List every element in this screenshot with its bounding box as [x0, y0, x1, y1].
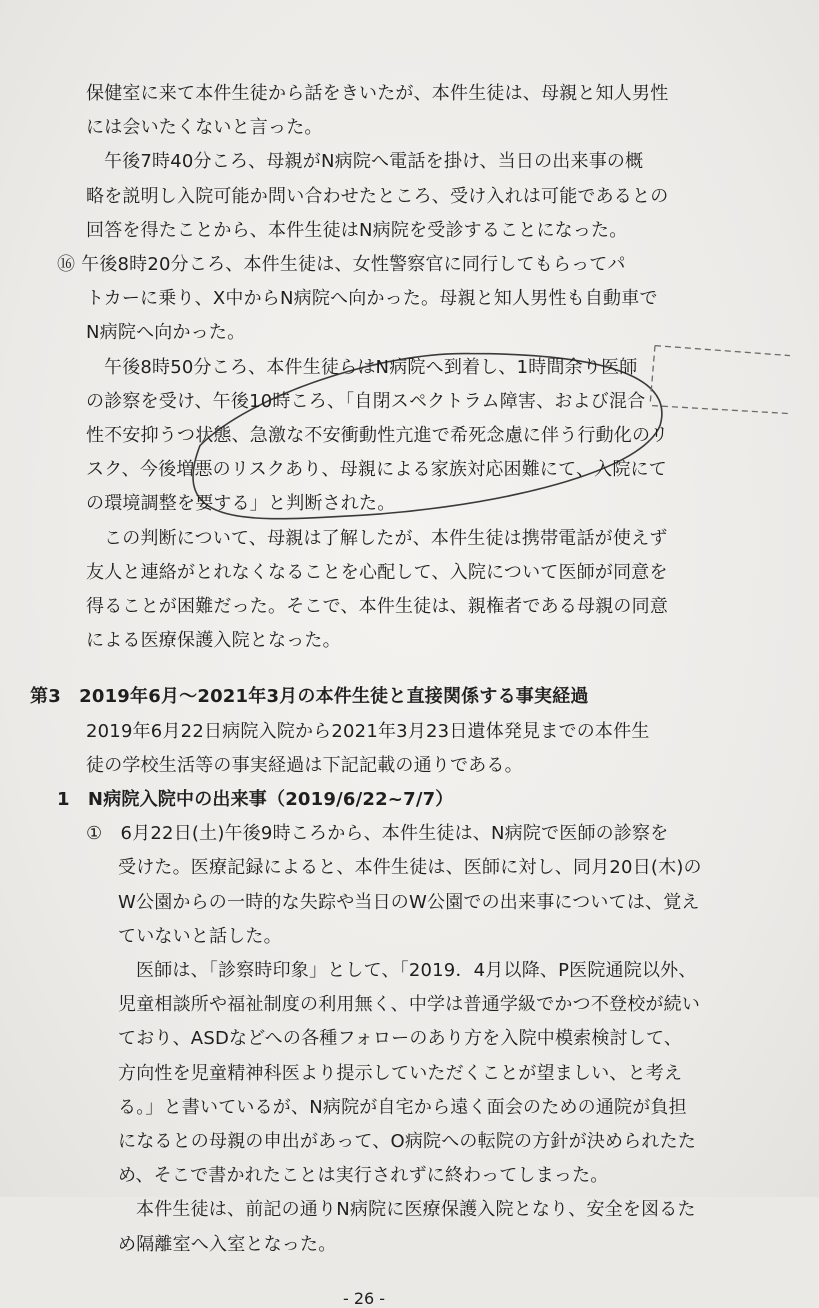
text-line: 得ることが困難だった。そこで、本件生徒は、親権者である母親の同意 — [86, 596, 669, 617]
text-line: 受けた。医療記録によると、本件生徒は、医師に対し、同月20日(木)の — [118, 857, 702, 879]
text-line: この判断について、母親は了解したが、本件生徒は携帯電話が使えず — [104, 527, 668, 549]
text-line: になるとの母親の申出があって、O病院への転院の方針が決められたた — [118, 1131, 697, 1152]
page-number: - 26 - — [343, 1288, 386, 1308]
text-line: 友人と連絡がとれなくなることを心配して、入院について医師が同意を — [86, 561, 668, 583]
text-line: トカーに乗り、X中からN病院へ向かった。母親と知人男性も自動車で — [86, 288, 658, 310]
text-line: め、そこで書かれたことは実行されずに終わってしまった。 — [118, 1165, 609, 1187]
text-line: 回答を得たことから、本件生徒はN病院を受診することになった。 — [86, 219, 628, 241]
text-line: スク、今後増悪のリスクあり、母親による家族対応困難にて、入院にて — [86, 459, 667, 481]
text-line: の診察を受け、午後10時ころ、「自閉スペクトラム障害、および混合 — [86, 390, 646, 412]
text-line: 略を説明し入院可能か問い合わせたところ、受け入れは可能であるとの — [86, 185, 669, 207]
text-line: の環境調整を要する」と判断された。 — [86, 493, 396, 515]
text-line: 児童相談所や福祉制度の利用無く、中学は普通学級でかつ不登校が続い — [118, 994, 701, 1016]
text-line: 医師は、「診察時印象」として、「2019．4月以降、P医院通院以外、 — [136, 960, 697, 981]
dashed-note-outline — [650, 346, 790, 414]
text-line: 徒の学校生活等の事実経過は下記記載の通りである。 — [86, 754, 523, 776]
text-line: 本件生徒は、前記の通りN病院に医療保護入院となり、安全を図るた — [136, 1199, 696, 1221]
text-line: 午後7時40分ころ、母親がN病院へ電話を掛け、当日の出来事の概 — [104, 151, 644, 173]
text-line: ていないと話した。 — [118, 925, 282, 947]
subsection-heading: 1 N病院入院中の出来事（2019/6/22~7/7） — [57, 789, 454, 810]
section-heading: 第3 2019年6月～2021年3月の本件生徒と直接関係する事実経過 — [30, 686, 589, 708]
text-line: N病院へ向かった。 — [86, 322, 246, 344]
text-line: る。」と書いているが、N病院が自宅から遠く面会のための通院が負担 — [118, 1096, 687, 1118]
text-line: 2019年6月22日病院入院から2021年3月23日遺体発見までの本件生 — [86, 720, 650, 742]
text-line: 性不安抑うつ状態、急激な不安衝動性亢進で希死念慮に伴う行動化のリ — [86, 425, 669, 446]
text-line: ① 6月22日(土)午後9時ころから、本件生徒は、N病院で医師の診察を — [86, 823, 669, 845]
text-line: ており、ASDなどへの各種フォローのあり方を入院中模索検討して、 — [118, 1028, 683, 1050]
text-line: には会いたくないと言った。 — [86, 117, 323, 139]
text-line: 午後8時50分ころ、本件生徒らはN病院へ到着し、1時間余り医師 — [104, 356, 638, 378]
text-line: による医療保護入院となった。 — [86, 630, 341, 652]
text-line: 保健室に来て本件生徒から話をきいたが、本件生徒は、母親と知人男性 — [86, 83, 669, 104]
text-line: 方向性を児童精神科医より提示していただくことが望ましい、と考え — [118, 1062, 683, 1084]
text-line: ⑯ 午後8時20分ころ、本件生徒は、女性警察官に同行してもらってパ — [57, 254, 626, 275]
text-line: W公園からの一時的な失踪や当日のW公園での出来事については、覚え — [118, 891, 700, 913]
text-line: め隔離室へ入室となった。 — [118, 1233, 337, 1255]
